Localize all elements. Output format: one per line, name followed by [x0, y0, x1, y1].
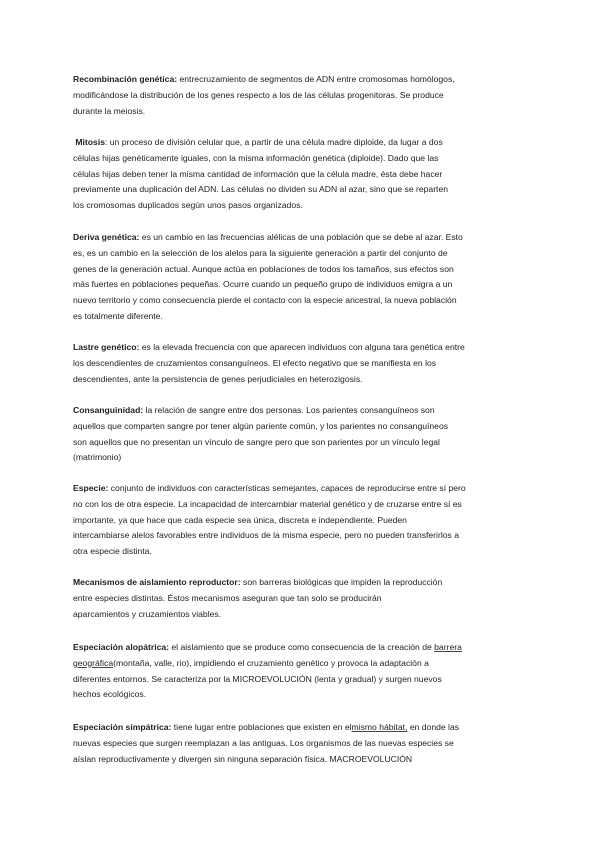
underlined-link-text: mismo hábitat,	[351, 722, 408, 732]
definition-text: células hijas deben tener la misma cantidad de información que la célula madre, ésta debe hacer	[73, 168, 443, 179]
entry-especiacion-simpatrica	[73, 720, 459, 767]
definition-text: aquellos que comparten sangre por tener algún pariente común, y los parientes no consanguíneos	[73, 420, 449, 431]
entry-deriva-genetica	[73, 230, 463, 325]
definition-text: nuevas especies que surgen reemplazan a las antiguas. Los organismos de las nuevas especies se	[73, 737, 454, 748]
term-label: Deriva genética:	[73, 232, 140, 242]
definition-text: es, es un cambio en la selección de los alelos para la siguiente generación a partir del conjunto de	[73, 247, 448, 258]
definition-text: los cromosomas duplicados según unos pasos organizados.	[73, 200, 303, 211]
term-label: Especie:	[73, 483, 109, 493]
definition-text: entrecruzamiento de segmentos de ADN entre cromosomas homólogos,	[179, 74, 455, 84]
definition-text: más fuertes en poblaciones pequeñas. Ocurre cuando un pequeño grupo de individuos emigra a un	[73, 279, 453, 290]
term-label: Recombinación genética:	[73, 74, 178, 84]
definition-text: es un cambio en las frecuencias alélicas de una población que se debe al azar. Esto	[141, 232, 463, 242]
definition-text: durante la meiosis.	[73, 105, 146, 116]
definition-text: los descendientes de cruzamientos consanguíneos. El efecto negativo que se manifiesta en los	[73, 357, 437, 368]
definition-text: entre especies distintas. Éstos mecanismos aseguran que tan solo se producirán	[73, 592, 382, 603]
entry-recombinacion-genetica	[73, 72, 455, 119]
definition-text: (matrimonio)	[73, 452, 122, 463]
definition-text: tiene lugar entre poblaciones que existen en el	[173, 722, 352, 732]
entry-lastre-genetico	[73, 340, 465, 387]
definition-text: son aquellos que no presentan un vínculo de sangre pero que son parientes por un vínculo legal	[73, 436, 440, 447]
definition-text: son barreras biológicas que impiden la reproducción	[243, 577, 443, 587]
term-label: Mitosis	[75, 137, 105, 147]
definition-text: la relación de sangre entre dos personas. Los parientes consanguíneos son	[145, 405, 435, 415]
term-label: Especiación alopátrica:	[73, 642, 169, 652]
definition-text: descendientes, ante la persistencia de genes perjudiciales en heterozigosis.	[73, 373, 363, 384]
entry-especiacion-alopatrica	[73, 640, 462, 703]
definition-text: otra especie distinta.	[73, 546, 152, 557]
definition-text: en donde las	[409, 722, 460, 732]
entry-mecanismos-aislamiento	[73, 575, 442, 622]
definition-text: previamente una duplicación del ADN. Las células no dividen su ADN al azar, sino que se reparten	[73, 184, 449, 195]
definition-text: aíslan reproductivamente y divergen sin ninguna separación física. MACROEVOLUCIÓN	[73, 753, 413, 764]
definition-text: no con los de otra especie. La incapacidad de intercambiar material genético y de cruzarse entre sí es	[73, 498, 462, 509]
definition-text: aparcamientos y cruzamientos viables.	[73, 608, 222, 619]
definition-text: es la elevada frecuencia con que aparecen individuos con alguna tara genética entre	[141, 342, 465, 352]
entry-mitosis	[73, 135, 448, 214]
definition-text: es totalmente diferente.	[73, 310, 163, 321]
definition-text: el aislamiento que se produce como consecuencia de la creación de	[171, 642, 432, 652]
definition-text: conjunto de individuos con características semejantes, capaces de reproducirse entre sí pero	[110, 483, 466, 493]
definition-text: importante, ya que hace que cada especie sea única, discreta e independiente. Pueden	[73, 514, 407, 525]
underlined-link-text: geográfica	[73, 657, 114, 668]
definition-text: hechos ecológicos.	[73, 689, 147, 700]
term-label: Lastre genético:	[73, 342, 140, 352]
definition-text: diferentes entornos. Se caracteriza por la MICROEVOLUCIÓN (lenta y gradual) y surgen nuevos	[73, 673, 442, 684]
term-label: Mecanismos de aislamiento reproductor:	[73, 577, 241, 587]
term-label: Consanguinidad:	[73, 405, 144, 415]
definition-text: genes de la generación actual. Aunque actúa en poblaciones de todos los tamaños, sus efectos son	[73, 263, 454, 274]
underlined-link-text: barrera	[434, 642, 462, 652]
definition-text: (montaña, valle, rio), impidiendo el cruzamiento genético y provoca la adaptación a	[113, 657, 429, 668]
definition-text: nuevo territorio y como consecuencia pierde el contacto con la especie ancestral, la nueva población	[73, 295, 457, 306]
definition-text: intercambiarse alelos favorables entre individuos de la misma especie, pero no pueden transferirlos a	[73, 530, 459, 541]
term-label: Especiación simpátrica:	[73, 722, 172, 732]
definition-text: modificándose la distribución de los genes respecto a los de las células progenitoras. Se produce	[73, 89, 444, 100]
entry-especie	[73, 481, 466, 560]
definition-text: : un proceso de división celular que, a partir de una célula madre diploide, da lugar a dos	[105, 137, 443, 147]
entry-consanguinidad	[73, 403, 448, 466]
definition-text: células hijas genéticamente iguales, con la misma información genética (diploide). Dado que las	[73, 152, 439, 163]
